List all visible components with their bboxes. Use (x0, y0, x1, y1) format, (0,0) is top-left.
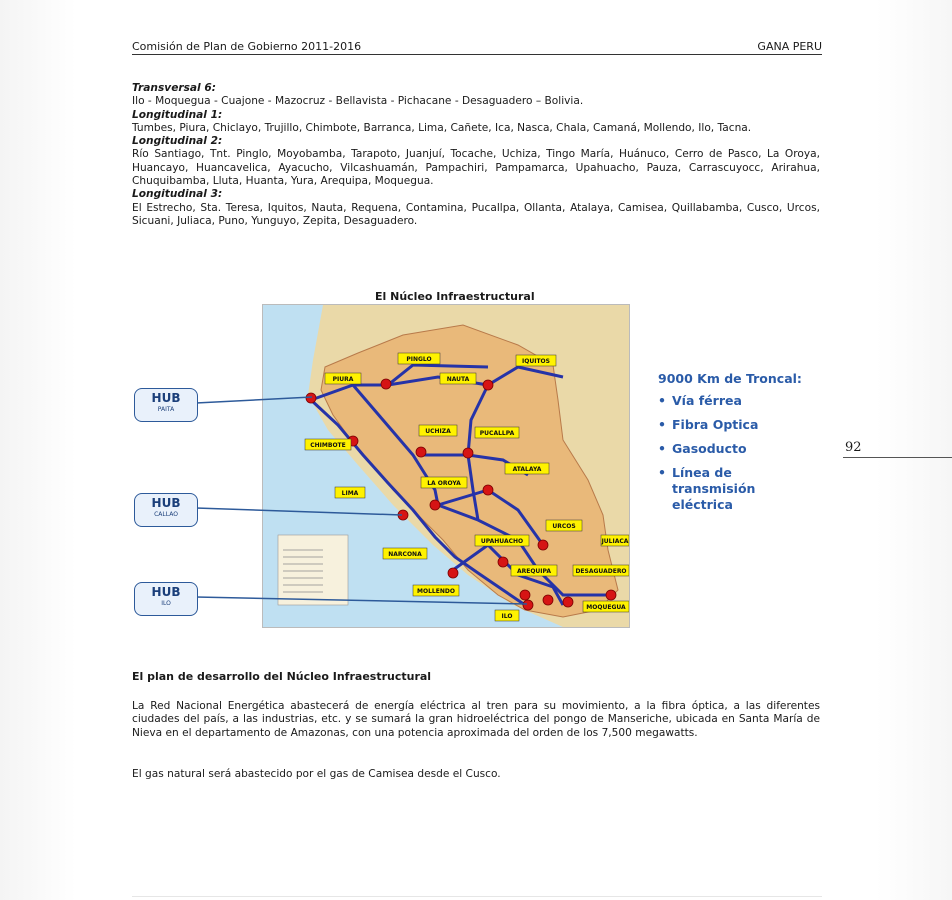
map-label-piura (325, 373, 361, 384)
infrastructure-map (262, 304, 630, 628)
svg-text:URCOS: URCOS (552, 523, 576, 530)
map-legend-box (278, 535, 348, 605)
svg-text:NAUTA: NAUTA (446, 376, 470, 383)
svg-text:UCHIZA: UCHIZA (425, 428, 451, 435)
page-number-rule (843, 457, 952, 458)
route-description: Río Santiago, Tnt. Pinglo, Moyobamba, Tarapoto, Juanjuí, Tocache, Uchiza, Tingo María, Huánuco, Cerro de Pasco, La Oroya, Huancayo, Huancavelica, Ayacucho, Vilcashuamán, Pampachiri, Pampamarca, Upahuacho, Pauza, Carrascuyocc, Arirahua, Chuquibamba, Lluta, Huanta, Yura, Arequipa, Moquegua. (132, 148, 820, 188)
svg-text:AREQUIPA: AREQUIPA (516, 568, 552, 575)
route-description: Tumbes, Piura, Chiclayo, Trujillo, Chimbote, Barranca, Lima, Cañete, Ica, Nasca, Chala, Camaná, Mollendo, Ilo, Tacna. (132, 121, 752, 134)
route-list (132, 82, 820, 228)
svg-text:LIMA: LIMA (341, 490, 359, 497)
hub-callao (134, 493, 198, 527)
header-party: GANA PERU (757, 40, 822, 53)
legend-item-gas-pipeline: • Gasoducto (658, 441, 747, 456)
route-description: Ilo - Moquegua - Cuajone - Mazocruz - Bellavista - Pichacane - Desaguadero – Bolivia. (132, 95, 584, 108)
paragraph-natural-gas: El gas natural será abastecido por el gas de Camisea desde el Cusco. (132, 768, 501, 780)
map-label-juliaca (601, 535, 629, 546)
section-title: El plan de desarrollo del Núcleo Infraestructural (132, 670, 432, 683)
map-label-pucallpa (475, 427, 519, 438)
route-title: Longitudinal 1 (132, 108, 218, 121)
legend-item-fiber: • Fibra Optica (658, 417, 759, 432)
map-label-uchiza (419, 425, 457, 436)
svg-text:IQUITOS: IQUITOS (522, 358, 550, 365)
hub-city: ILO (161, 600, 171, 607)
page-header (132, 40, 822, 55)
svg-text:ATALAYA: ATALAYA (512, 466, 542, 473)
legend-item-railway: • Vía férrea (658, 393, 742, 408)
header-commission: Comisión de Plan de Gobierno 2011-2016 (132, 40, 362, 53)
page-number: 92 (845, 440, 862, 455)
route-title: Transversal 6 (132, 82, 212, 94)
map-label-atalaya (505, 463, 549, 474)
map-label-lima (335, 487, 365, 498)
map-label-chimbote (305, 439, 351, 450)
hub-city: PAITA (157, 406, 175, 413)
svg-text:PINGLO: PINGLO (406, 356, 432, 363)
route-title-line: Longitudinal 3: (132, 188, 223, 201)
map-label-urcos (546, 520, 582, 531)
route-title-line: Transversal 6: (132, 82, 216, 94)
route-title-line: Longitudinal 1: (132, 108, 223, 121)
map-label-moquegua (583, 601, 629, 612)
map-label-pinglo (398, 353, 440, 364)
legend-title: 9000 Km de Troncal: (658, 371, 802, 386)
footer-rule (132, 896, 822, 897)
svg-text:MOLLENDO: MOLLENDO (417, 588, 455, 595)
hub-city: CALLAO (154, 511, 178, 518)
map-label-desaguadero (573, 565, 629, 576)
hub-label: HUB (151, 585, 181, 599)
map-label-ilo (495, 610, 519, 621)
svg-text:PUCALLPA: PUCALLPA (479, 430, 515, 437)
route-title: Longitudinal 3 (132, 188, 218, 201)
map-label-mollendo (413, 585, 459, 596)
map-label-narcona (383, 548, 427, 559)
map-label-nauta (440, 373, 476, 384)
map-label-arequipa (511, 565, 557, 576)
figure-title: El Núcleo Infraestructural (375, 290, 535, 303)
svg-text:CHIMBOTE: CHIMBOTE (310, 442, 346, 449)
hub-ilo (134, 582, 198, 616)
hub-label: HUB (151, 496, 181, 510)
trunk-legend (658, 370, 808, 521)
svg-text:JULIACA: JULIACA (601, 538, 629, 545)
map-label-upahuacho (475, 535, 529, 546)
route-title-line: Longitudinal 2: (132, 135, 223, 148)
map-label-iquitos (516, 355, 556, 366)
hub-paita (134, 388, 198, 422)
svg-text:NARCONA: NARCONA (388, 551, 422, 558)
svg-text:ILO: ILO (501, 613, 513, 620)
map-label-la-oroya (421, 477, 467, 488)
svg-text:MOQUEGUA: MOQUEGUA (586, 604, 626, 611)
legend-item-power-line: • Línea de transmisión eléctrica (658, 465, 756, 512)
route-description: El Estrecho, Sta. Teresa, Iquitos, Nauta, Requena, Contamina, Pucallpa, Ollanta, Atalaya, Camisea, Quillabamba, Cusco, Urcos, Sicuani, Juliaca, Puno, Yunguyo, Zepita, Desaguadero. (132, 201, 820, 227)
hub-label: HUB (151, 391, 181, 405)
svg-text:DESAGUADERO: DESAGUADERO (575, 568, 627, 575)
legend-list (658, 393, 808, 513)
route-title: Longitudinal 2 (132, 135, 218, 148)
svg-text:PIURA: PIURA (332, 376, 354, 383)
svg-text:UPAHUACHO: UPAHUACHO (480, 538, 524, 545)
paragraph-energy-network: La Red Nacional Energética abastecerá de energía eléctrica al tren para su movimiento, a la fibra óptica, a las diferentes ciudades del país, a las industrias, etc. y se sumará la gran hidroeléctrica del pongo de Manseriche, ubicada en Santa María de Nieva en el departamento de Amazonas, con una potencia aproximada del orden de los 7,500 megawatts. (132, 700, 820, 739)
svg-text:LA OROYA: LA OROYA (427, 480, 461, 487)
